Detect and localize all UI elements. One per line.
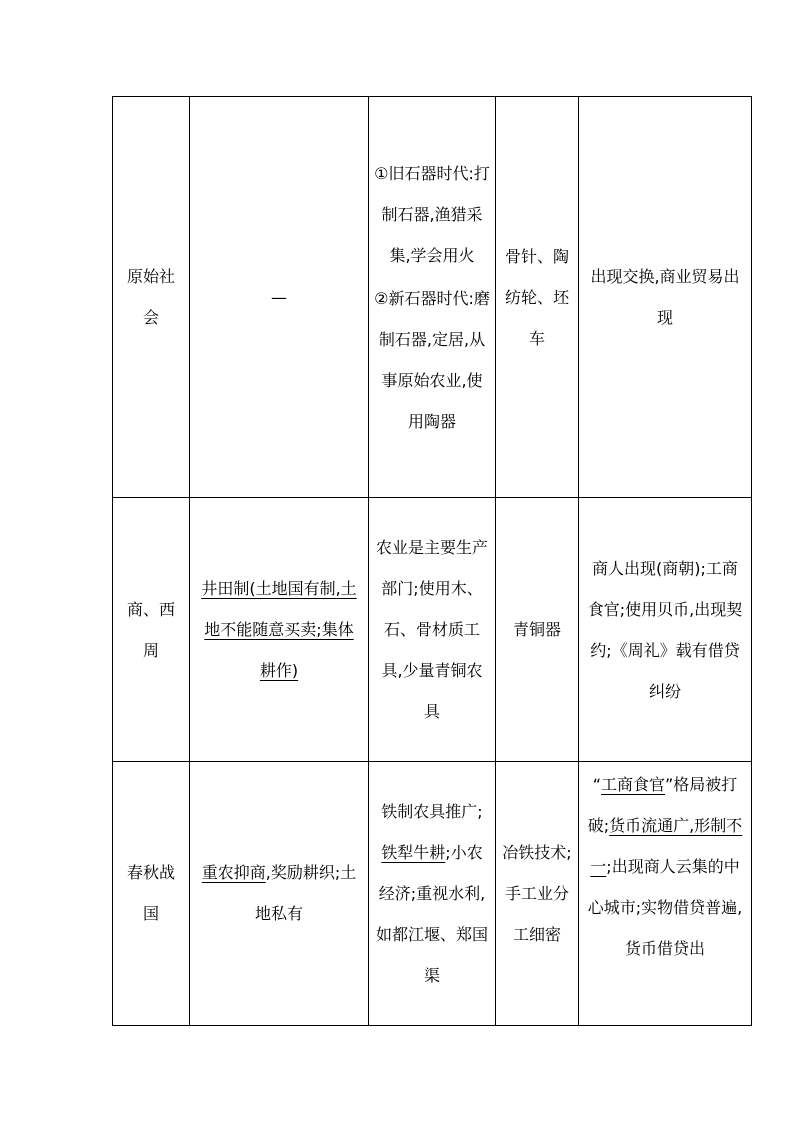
craft-cell: 骨针、陶纺轮、坯车 xyxy=(496,97,579,498)
agri-text-a: 铁制农具推广; xyxy=(381,801,483,821)
policy-cell xyxy=(190,97,369,498)
period-cell: 商、西周 xyxy=(113,498,190,761)
agriculture-cell xyxy=(369,97,496,498)
policy-rest: ,奖励耕织;土地私有 xyxy=(254,863,357,924)
craft-cell: 冶铁技术;手工业分工细密 xyxy=(496,761,579,1025)
history-table xyxy=(112,96,752,1026)
table-row xyxy=(113,498,752,761)
policy-text: 井田制(土地国有制,土地不能随意买卖;集体耕作) xyxy=(201,579,357,681)
agri-underlined: 铁犁牛耕 xyxy=(381,842,446,862)
craft-cell: 青铜器 xyxy=(496,498,579,761)
commerce-rest: ;出现商人云集的中心城市;实物借贷普遍,货币借贷出 xyxy=(587,856,743,958)
commerce-cell xyxy=(579,761,752,1025)
empty-dash: — xyxy=(271,287,287,307)
commerce-underlined-1: 工商食官 xyxy=(600,774,665,794)
policy-underlined: 重农抑商 xyxy=(201,863,266,883)
agri-text-b: ;小农经济;重视水利,如都江堰、郑国渠 xyxy=(375,842,488,985)
table-row xyxy=(113,761,752,1025)
period-cell: 原始社会 xyxy=(113,97,190,498)
commerce-quote-open: “ xyxy=(592,774,601,794)
policy-cell xyxy=(190,498,369,761)
policy-cell xyxy=(190,761,369,1025)
period-cell: 春秋战国 xyxy=(113,761,190,1025)
table-row xyxy=(113,97,752,498)
agriculture-item-1: ①旧石器时代:打制石器,渔猎采集,学会用火 xyxy=(374,163,490,265)
agriculture-item-2: ②新石器时代:磨制石器,定居,从事原始农业,使用陶器 xyxy=(374,288,490,431)
commerce-cell: 出现交换,商业贸易出现 xyxy=(579,97,752,498)
agriculture-cell xyxy=(369,761,496,1025)
commerce-quote-close: ”格局被打破; xyxy=(587,774,738,835)
commerce-underlined-2: 货币流通广,形制不一 xyxy=(590,815,743,876)
commerce-cell: 商人出现(商朝);工商食官;使用贝币,出现契约;《周礼》载有借贷纠纷 xyxy=(579,498,752,761)
agriculture-cell: 农业是主要生产部门;使用木、石、骨材质工具,少量青铜农具 xyxy=(369,498,496,761)
